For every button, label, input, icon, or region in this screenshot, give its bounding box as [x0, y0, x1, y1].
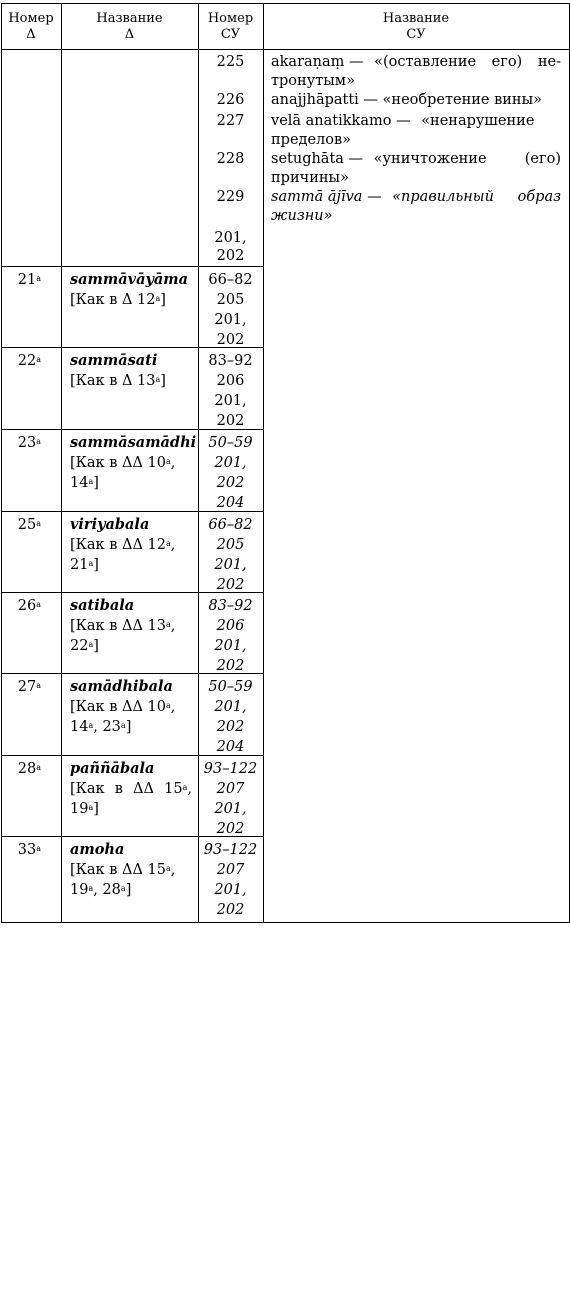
reference-line — [70, 697, 175, 717]
row-number-value: 25 — [17, 517, 37, 533]
reference-text: [Как в ΔΔ 15 — [70, 862, 166, 878]
reference-text: ] — [160, 373, 166, 389]
pali-term: sammāsati — [70, 352, 158, 369]
word: не- — [537, 54, 561, 70]
reference-text: [Как в ΔΔ 13 — [70, 618, 166, 634]
dash: — — [344, 54, 369, 70]
reference-text: [Как в ΔΔ 10 — [70, 699, 166, 715]
su-name-line — [271, 187, 561, 207]
su-name-line — [271, 206, 561, 226]
reference-text: 19 — [70, 882, 89, 898]
dash: — — [343, 151, 368, 167]
reference-text: , — [187, 781, 192, 797]
su-number: 204 — [216, 495, 245, 511]
su-number: 204 — [216, 739, 245, 755]
su-number: 201, — [214, 882, 247, 898]
word: (его) — [524, 151, 561, 167]
russian-translation — [392, 187, 561, 207]
pali-term: sammā ājīva — [271, 189, 363, 205]
su-number: 202 — [216, 821, 245, 837]
reference-line — [70, 555, 99, 575]
pali-term: velā anatikkamo — [271, 113, 392, 129]
su-number: 205 — [216, 292, 245, 308]
reference-line — [70, 616, 175, 636]
reference-text: 22 — [70, 638, 89, 654]
row-number — [1, 351, 41, 371]
su-number: 93–122 — [203, 842, 258, 858]
su-number: 201, — [214, 557, 247, 573]
pali-term: setughāta — [271, 151, 344, 167]
reference-text: ] — [125, 719, 132, 735]
pali-term: akaraṇaṃ — [271, 54, 345, 70]
superscript: a — [165, 539, 171, 548]
superscript: a — [36, 763, 41, 772]
superscript: a — [88, 803, 94, 812]
word: образ — [517, 189, 561, 205]
reference-line — [70, 535, 175, 555]
pali-term: samādhibala — [70, 678, 173, 695]
reference-line — [70, 473, 99, 493]
reference-text: ] — [93, 801, 99, 817]
pali-term: paññābala — [70, 760, 155, 777]
reference-text: ] — [160, 292, 166, 308]
su-name-line — [271, 90, 561, 110]
su-number: 202 — [216, 248, 245, 264]
su-name-line — [271, 130, 561, 150]
su-number: 201, — [214, 312, 247, 328]
reference-text: , — [170, 537, 176, 553]
su-number: 93–122 — [203, 761, 258, 777]
header-name-d: Δ — [124, 27, 135, 42]
su-number: 227 — [216, 113, 245, 129]
su-number: 201, — [214, 699, 247, 715]
superscript: a — [36, 437, 41, 446]
su-number: 50–59 — [208, 679, 253, 695]
reference-text: 14 — [70, 475, 89, 491]
reference-text: , 23 — [93, 719, 121, 735]
russian-translation: причины» — [271, 170, 349, 186]
su-number: 201, — [214, 230, 247, 246]
reference-text: ] — [93, 475, 99, 491]
word: 15$^a$, — [164, 781, 192, 797]
su-number: 83–92 — [208, 598, 253, 614]
reference-line — [70, 880, 131, 900]
table-border-top — [1, 3, 570, 4]
superscript: a — [88, 884, 94, 893]
su-name-line — [271, 111, 561, 131]
reference-text: ] — [93, 638, 99, 654]
superscript: a — [36, 844, 41, 853]
superscript: a — [36, 355, 41, 364]
russian-translation: пределов» — [271, 132, 352, 148]
superscript: a — [36, 681, 41, 690]
su-name-line — [271, 168, 561, 188]
pali-term: sammāvāyāma — [70, 271, 189, 288]
header-name-su: СУ — [406, 27, 426, 42]
word: «правильный — [392, 189, 494, 205]
russian-translation — [374, 149, 561, 169]
superscript: a — [155, 375, 161, 384]
word: в — [114, 781, 123, 797]
table-border-bottom — [1, 922, 570, 923]
superscript: a — [165, 864, 171, 873]
su-number: 201, — [214, 801, 247, 817]
superscript: a — [165, 457, 171, 466]
su-number: 206 — [216, 618, 245, 634]
reference-text: , 28 — [93, 882, 121, 898]
su-number: 201, — [214, 638, 247, 654]
su-number: 229 — [216, 189, 245, 205]
su-number: 205 — [216, 537, 245, 553]
word: «ненарушение — [421, 113, 535, 129]
header-name-d: Название — [96, 11, 163, 26]
superscript: a — [36, 274, 41, 283]
reference-text: 21 — [70, 557, 89, 573]
reference-line — [70, 860, 175, 880]
su-number: 228 — [216, 151, 245, 167]
column-divider — [263, 3, 264, 922]
reference-line — [70, 453, 175, 473]
reference-text: [Как в Δ 13 — [70, 373, 156, 389]
row-number — [1, 596, 41, 616]
dash: — — [358, 92, 383, 108]
superscript: a — [120, 884, 126, 893]
reference-text: 14 — [70, 719, 89, 735]
reference-text: [Как в ΔΔ 12 — [70, 537, 166, 553]
su-number: 226 — [216, 92, 245, 108]
row-number — [1, 515, 41, 535]
su-number: 207 — [216, 862, 245, 878]
word: его) — [491, 54, 523, 70]
pali-term: anajjhāpatti — [271, 92, 359, 108]
su-number: 50–59 — [208, 435, 253, 451]
reference-text: [Как в ΔΔ 10 — [70, 455, 166, 471]
pali-term: sammāsamādhi — [70, 434, 197, 451]
su-number: 206 — [216, 373, 245, 389]
su-number: 202 — [216, 658, 245, 674]
superscript: a — [165, 620, 171, 629]
superscript: a — [88, 640, 94, 649]
superscript: a — [88, 559, 94, 568]
dash: — — [362, 189, 387, 205]
row-number-value: 26 — [17, 598, 37, 614]
header-num-su: Номер — [207, 11, 254, 26]
word: «уничтожение — [373, 151, 487, 167]
su-number: 202 — [216, 332, 245, 348]
reference-text: , — [170, 862, 176, 878]
header-name-su: Название — [382, 11, 450, 26]
pali-term: satibala — [70, 597, 135, 614]
reference-line — [70, 636, 99, 656]
superscript: a — [120, 721, 126, 730]
reference-text: 19 — [70, 801, 89, 817]
russian-translation — [374, 52, 561, 72]
row-number-value: 22 — [17, 353, 37, 369]
reference-line — [70, 371, 166, 391]
reference-text: , — [170, 455, 176, 471]
su-number: 202 — [216, 577, 245, 593]
su-number: 83–92 — [208, 353, 253, 369]
su-number: 202 — [216, 902, 245, 918]
su-name-line — [271, 149, 561, 169]
column-divider — [61, 3, 62, 922]
su-number: 202 — [216, 475, 245, 491]
word: [Как — [70, 781, 105, 797]
su-name-line — [271, 71, 561, 91]
superscript: a — [155, 294, 161, 303]
row-number-value: 33 — [17, 842, 37, 858]
header-num-d: Δ — [26, 27, 36, 42]
su-number: 202 — [216, 719, 245, 735]
russian-translation — [421, 111, 561, 131]
reference-line — [70, 290, 166, 310]
row-number — [1, 840, 41, 860]
reference-text: , — [170, 699, 176, 715]
word: ΔΔ — [133, 781, 154, 797]
row-number-value: 21 — [17, 272, 37, 288]
su-number: 225 — [216, 54, 245, 70]
word: «(оставление — [374, 54, 477, 70]
header-divider — [1, 49, 570, 50]
su-number: 202 — [216, 413, 245, 429]
row-number-value: 28 — [17, 761, 37, 777]
row-number — [1, 677, 41, 697]
reference-line — [70, 779, 192, 799]
su-number: 207 — [216, 781, 245, 797]
reference-line — [70, 717, 131, 737]
superscript: a — [36, 519, 41, 528]
row-divider — [1, 266, 263, 267]
row-number — [1, 270, 41, 290]
pali-term: amoha — [70, 841, 125, 858]
row-number — [1, 433, 41, 453]
superscript: a — [36, 600, 41, 609]
superscript: a — [182, 783, 188, 792]
header-num-d: Номер — [8, 11, 54, 26]
russian-translation: «необретение вины» — [382, 92, 543, 108]
superscript: a — [88, 477, 94, 486]
pali-term: viriyabala — [70, 516, 150, 533]
header-num-su: СУ — [220, 27, 241, 42]
su-number: 201, — [214, 455, 247, 471]
reference-text: , — [170, 618, 176, 634]
column-divider — [1, 3, 2, 922]
reference-text: [Как в Δ 12 — [70, 292, 156, 308]
reference-text: ] — [125, 882, 132, 898]
su-number: 201, — [214, 393, 247, 409]
row-number-value: 23 — [17, 435, 37, 451]
row-number-value: 27 — [17, 679, 37, 695]
su-number: 66–82 — [208, 517, 253, 533]
reference-text: ] — [93, 557, 99, 573]
superscript: a — [165, 701, 171, 710]
row-number — [1, 759, 41, 779]
dash: — — [391, 113, 416, 129]
superscript: a — [88, 721, 94, 730]
su-number: 66–82 — [208, 272, 253, 288]
russian-translation: тронутым» — [271, 73, 355, 89]
su-name-line — [271, 52, 561, 72]
russian-translation: жизни» — [271, 208, 333, 224]
reference-line — [70, 799, 99, 819]
